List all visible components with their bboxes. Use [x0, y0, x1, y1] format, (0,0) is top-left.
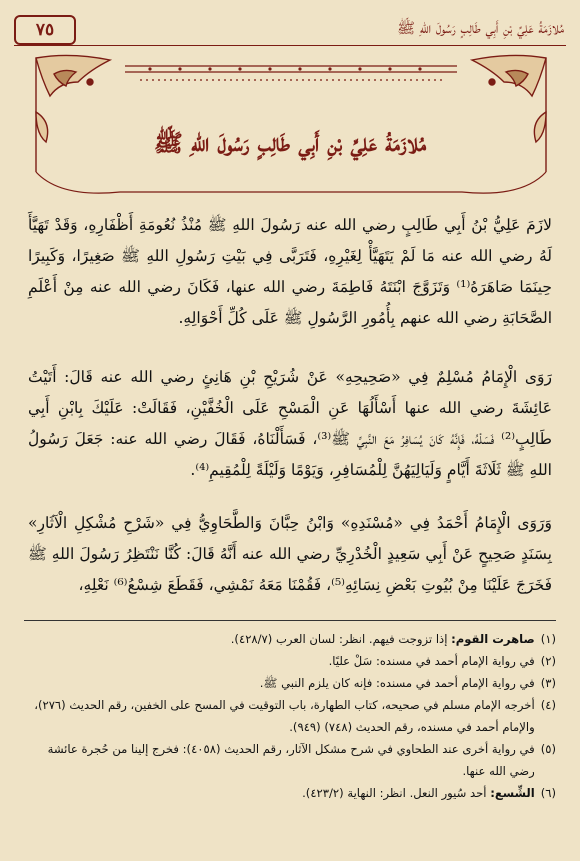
- running-header: [14, 14, 566, 46]
- ornament-top-band: [125, 66, 457, 80]
- footnote-rule: [24, 620, 556, 621]
- footnote-5: [24, 738, 556, 782]
- footnote-4: [24, 694, 556, 738]
- footnote-2: [24, 650, 556, 672]
- footnote-lead: الشِّسع:: [490, 786, 535, 800]
- body-paragraph-2: رَوَى الْإِمَامُ مُسْلِمٌ فِي «صَحِيحِهِ» عَنْ شُرَيْحِ بْنِ هَانِئٍ رضي الله عنه قَالَ: أَتَيْتُ عَائِشَةَ رضي الله عنها أَسْأَلُهَا عَنِ الْمَسْحِ عَلَى الْخُفَّيْنِ، فَقَالَتْ: عَلَيْكَ بِابْنِ أَبِي طَالِبٍ⁽²⁾ فَسَلْهُ، فَإِنَّهُ كَانَ يُسَافِرُ مَعَ النَّبِيِّ ﷺ⁽³⁾، فَسَأَلْنَاهُ، فَقَالَ رضي الله عنه: جَعَلَ رَسُولُ اللهِ ﷺ ثَلَاثَةَ أَيَّامٍ وَلَيَالِيَهُنَّ لِلْمُسَافِرِ، وَيَوْمًا وَلَيْلَةً لِلْمُقِيمِ⁽⁴⁾.: [28, 368, 552, 479]
- footnote-body: في رواية الإمام أحمد في مسنده: فإنه كان يلزم النبي ﷺ.: [259, 676, 535, 690]
- footnote-text: [24, 738, 535, 782]
- footnote-number: (٦): [540, 786, 556, 800]
- footnote-text: [24, 672, 535, 694]
- footnote-text: [24, 650, 535, 672]
- footnote-3: [24, 672, 556, 694]
- body-paragraph-1: لازَمَ عَلِيُّ بْنُ أَبِي طَالِبٍ رضي الله عنه رَسُولَ اللهِ ﷺ مُنْذُ نُعُومَةِ أَظْفَارِهِ، وَقَدْ تَهَيَّأَ لَهُ رضي الله عنه مَا لَمْ يَتَهَيَّأْ لِغَيْرِهِ، فَتَرَبَّى فِي بَيْتِ رَسُولِ اللهِ ﷺ صَغِيرًا، وَكَبِيرًا حِينَمَا صَاهَرَهُ⁽¹⁾ وَتَزَوَّجَ ابْنَتَهُ فَاطِمَةَ رضي الله عنها، فَكَانَ رضي الله عنه مِنْ أَعْلَمِ الصَّحَابَةِ رضي الله عنهم بِأُمُورِ الرَّسُولِ ﷺ عَلَى كُلِّ أَحْوَالِهِ.: [28, 216, 552, 327]
- footnote-number: (١): [540, 632, 556, 646]
- running-title: مُلازَمَةُ عَلِيِّ بْنِ أَبِي طَالِبٍ رَسُولَ اللهِ ﷺ: [396, 19, 564, 37]
- footnote-6: [24, 782, 556, 804]
- body-paragraph-3: وَرَوَى الْإِمَامُ أَحْمَدُ فِي «مُسْنَدِهِ» وَابْنُ حِبَّانَ وَالطَّحَاوِيُّ فِي «شَرْحِ مُشْكِلِ الْآثَارِ» بِسَنَدٍ صَحِيحٍ عَنْ أَبِي سَعِيدٍ الْخُدْرِيِّ رضي الله عنه أَنَّهُ قَالَ: كُنَّا نَنْتَظِرُ رَسُولَ اللهِ ﷺ فَخَرَجَ عَلَيْنَا مِنْ بُيُوتِ بَعْضِ نِسَائِهِ⁽⁵⁾، فَقُمْنَا مَعَهُ نَمْشِي، فَقَطَعَ شِسْعُ⁽⁶⁾ نَعْلِهِ،: [28, 514, 552, 594]
- footnote-body: إذا تزوجت فيهم. انظر: لسان العرب (٤٢٨/٧).: [230, 632, 452, 646]
- chapter-title: مُلازَمَةُ عَلِيِّ بْنِ أَبِي طَالِبٍ رَسُولَ اللهِ ﷺ: [153, 128, 427, 157]
- ornament-beads: [148, 67, 421, 70]
- ornament-bottom-curve: [36, 172, 546, 193]
- footnote-body: في رواية الإمام أحمد في مسنده: سَلْ عليًا.: [328, 654, 535, 668]
- header-rule: [14, 45, 566, 46]
- footnote-text: [24, 628, 535, 650]
- footnote-body: في رواية أخرى عند الطحاوي في شرح مشكل الآثار، رقم الحديث (٤٠٥٨): فخرج إلينا من حُجرة عائشة رضي الله عنها.: [47, 742, 535, 778]
- footnote-1: [24, 628, 556, 650]
- footnote-number: (٥): [540, 742, 556, 756]
- footnote-lead: صاهرت القوم:: [451, 632, 535, 646]
- footnote-number: (٤): [540, 698, 556, 712]
- page-number: ٧٥: [14, 15, 76, 45]
- footnote-body: أحد سُيور النعل. انظر: النهاية (٤٢٣/٢).: [302, 786, 491, 800]
- footnote-text: [24, 694, 535, 738]
- footnote-number: (٣): [540, 676, 556, 690]
- footnote-body: أخرجه الإمام مسلم في صحيحه، كتاب الطهارة، باب التوقيت في المسح على الخفين، رقم الحديث (٢٧٦)، والإمام أحمد في مسنده، رقم الحديث (٧٤٨) (٩٤٩).: [34, 698, 535, 734]
- footnote-number: (٢): [540, 654, 556, 668]
- footnotes: [24, 628, 556, 804]
- ornamental-frame: [30, 52, 552, 202]
- footnote-text: [24, 782, 535, 804]
